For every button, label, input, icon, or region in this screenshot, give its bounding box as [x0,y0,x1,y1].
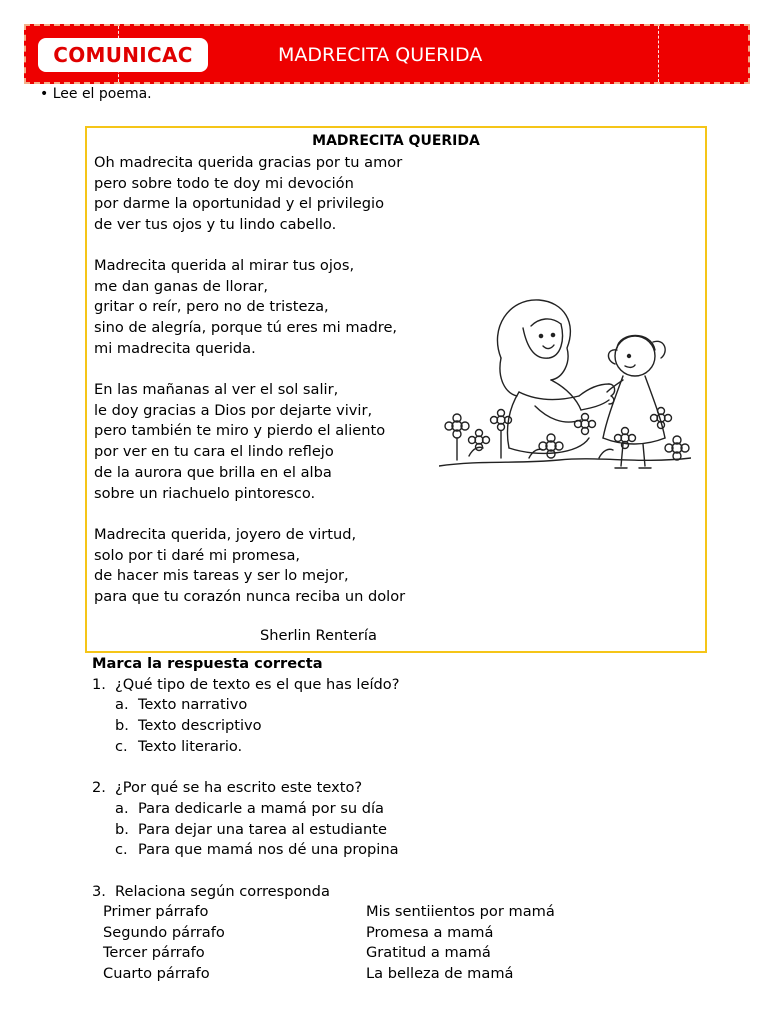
instruction-text: • Lee el poema. [40,86,152,102]
poem-line: de ver tus ojos y tu lindo cabello. [94,216,337,234]
poem-line: por ver en tu cara el lindo reflejo [94,443,334,461]
poem-line: Oh madrecita querida gracias por tu amor [94,154,403,171]
match-right-item[interactable]: Gratitud a mamá [366,944,491,962]
poem-line: de la aurora que brilla en el alba [94,463,332,481]
option-letter: a. [115,799,129,817]
header-banner [24,24,750,84]
answer-option[interactable] [92,840,399,861]
questions-section [92,654,399,902]
match-left-column [103,902,225,985]
poem-stanza [94,256,397,360]
poem-line: gritar o reír, pero no de tristeza, [94,298,329,316]
poem-title: MADRECITA QUERIDA [312,133,480,149]
question-number: 2. [92,779,106,797]
poem-line: sobre un riachuelo pintoresco. [94,484,316,502]
option-letter: b. [115,717,129,735]
match-left-item[interactable]: Segundo párrafo [103,923,225,941]
match-left-item[interactable]: Tercer párrafo [103,944,205,962]
option-text: Para dejar una tarea al estudiante [138,820,387,838]
option-letter: c. [115,841,128,859]
answer-option[interactable] [92,737,399,758]
question-text: ¿Qué tipo de texto es el que has leído? [115,675,400,693]
poem-line: de hacer mis tareas y ser lo mejor, [94,567,349,585]
answer-option[interactable] [92,820,399,841]
question-number: 1. [92,675,106,693]
poem-stanza [94,525,405,608]
poem-line: pero también te miro y pierdo el aliento [94,422,386,440]
option-text: Para que mamá nos dé una propina [138,841,399,859]
questions-heading: Marca la respuesta correcta [92,655,323,672]
option-text: Texto narrativo [138,696,248,714]
option-text: Para dedicarle a mamá por su día [138,799,384,817]
option-text: Texto descriptivo [138,717,262,735]
poem-stanza [94,380,385,504]
question-text: Relaciona según corresponda [115,882,330,900]
poem-line: me dan ganas de llorar, [94,277,269,295]
poem-author: Sherlin Rentería [260,627,377,644]
poem-line: por darme la oportunidad y el privilegio [94,195,384,213]
mother-daughter-illustration [439,288,691,478]
option-letter: a. [115,696,129,714]
poem-line: le doy gracias a Dios por dejarte vivir, [94,401,373,419]
poem-line: solo por ti daré mi promesa, [94,546,301,564]
poem-line: En las mañanas al ver el sol salir, [94,381,339,398]
match-right-column [366,902,555,985]
poem-line: Madrecita querida, joyero de virtud, [94,526,357,543]
question-3 [92,882,399,903]
page-title: MADRECITA QUERIDA [278,44,483,66]
poem-line: mi madrecita querida. [94,339,256,357]
question-1 [92,675,399,696]
poem-line: para que tu corazón nunca reciba un dolor [94,588,406,606]
option-letter: c. [115,737,128,755]
subject-label: COMUNICAC [38,38,208,72]
match-right-item[interactable]: Mis sentiientos por mamá [366,903,555,920]
match-right-item[interactable]: La belleza de mamá [366,965,514,983]
match-left-item[interactable]: Cuarto párrafo [103,965,210,983]
question-text: ¿Por qué se ha escrito este texto? [115,779,363,797]
poem-box [85,126,707,653]
poem-line: sino de alegría, porque tú eres mi madre, [94,319,398,337]
answer-option[interactable] [92,716,399,737]
match-left-item[interactable]: Primer párrafo [103,903,209,920]
flower-icon [445,414,469,460]
poem-line: pero sobre todo te doy mi devoción [94,174,354,192]
option-letter: b. [115,820,129,838]
answer-option[interactable] [92,695,399,716]
match-right-item[interactable]: Promesa a mamá [366,923,494,941]
answer-option[interactable] [92,799,399,820]
option-text: Texto literario. [138,737,243,755]
question-number: 3. [92,882,106,900]
banner-divider [658,26,659,82]
poem-line: Madrecita querida al mirar tus ojos, [94,257,355,274]
question-2 [92,778,399,799]
poem-stanza [94,153,402,236]
